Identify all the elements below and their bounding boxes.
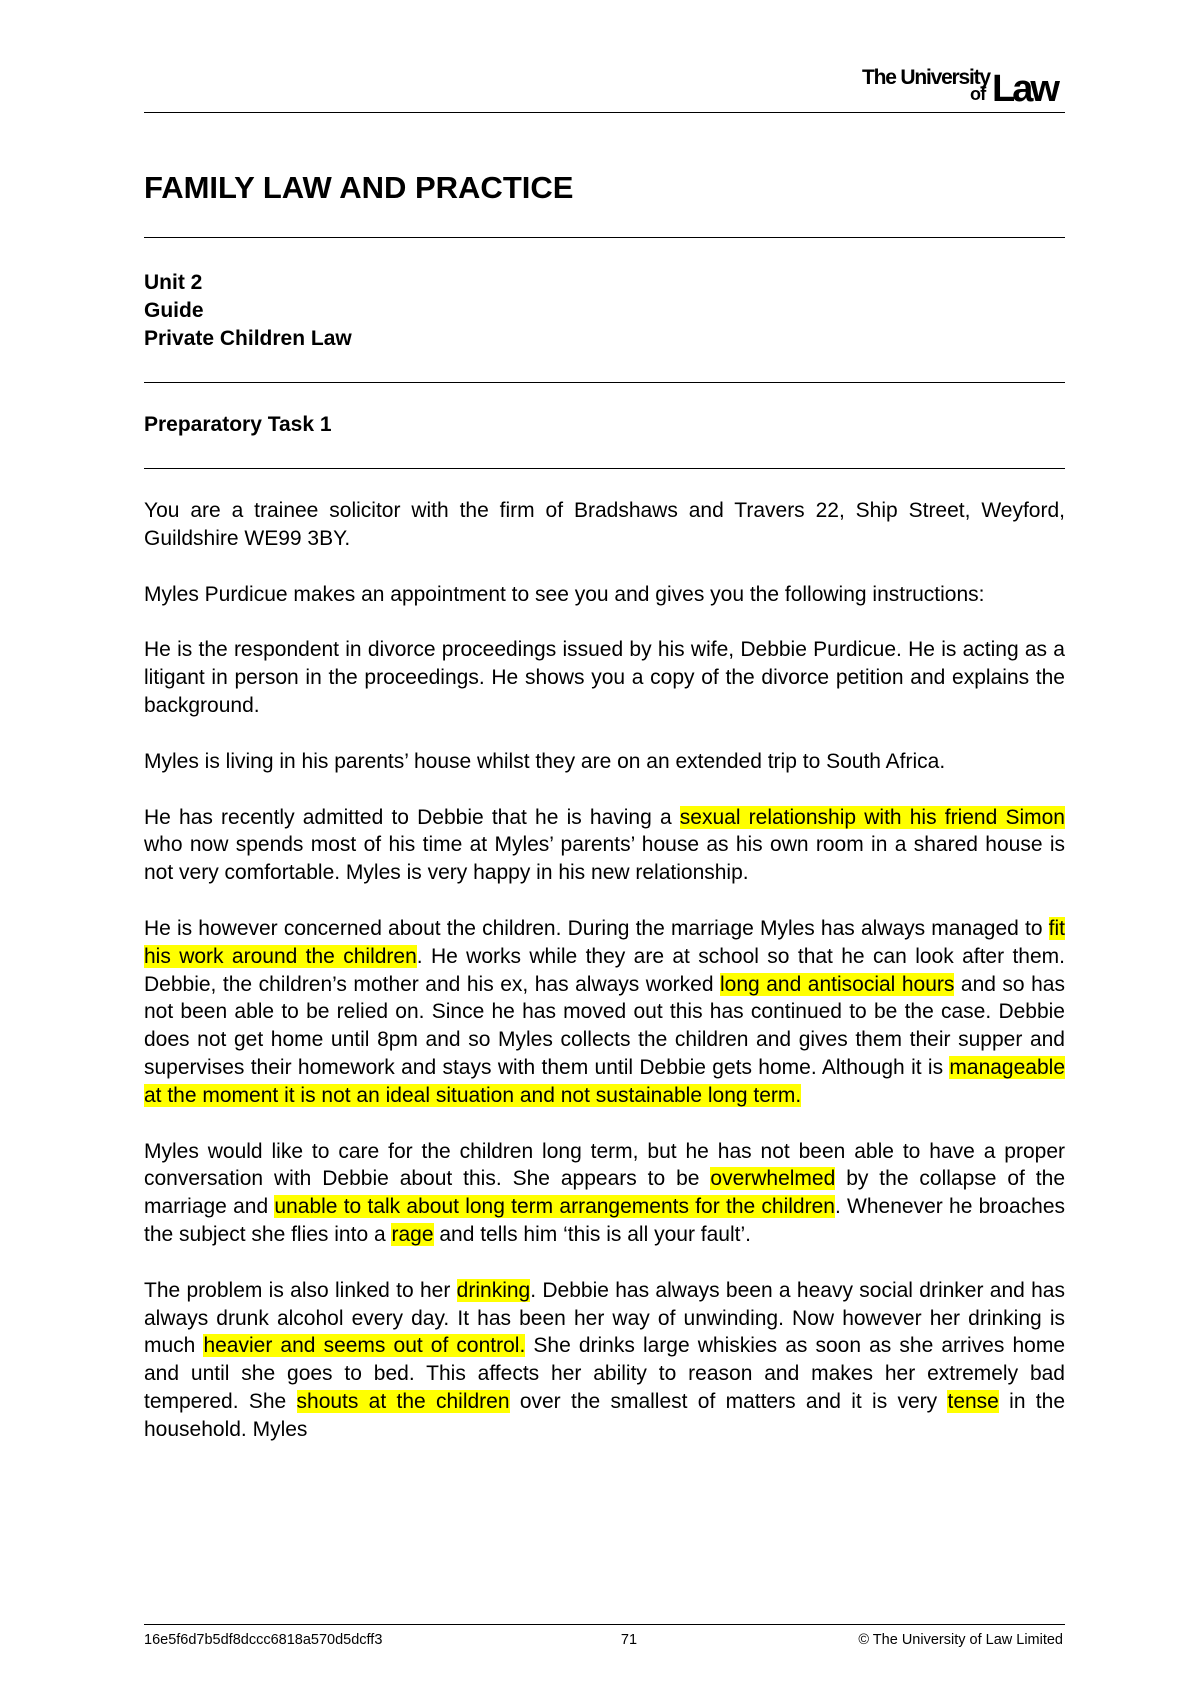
task-title: Preparatory Task 1	[144, 413, 332, 436]
body-paragraph	[144, 915, 1065, 1110]
footer-rule	[144, 1624, 1065, 1625]
body-text	[144, 497, 1065, 1472]
logo-line-1: The University	[862, 66, 990, 89]
text-segment: and tells him ‘this is all your fault’.	[433, 1222, 751, 1246]
text-segment: and so has not been able to be relied on. Since he has moved out this has continued to be the case. Debbie does not get home until 8pm and so Myles collects the children and gives them their supper and supervises their homework and stays with them until Debbie gets home. Although it is	[144, 972, 1065, 1079]
footer-copyright: © The University of Law Limited	[858, 1632, 1063, 1648]
title-rule	[144, 237, 1065, 238]
text-segment: by the collapse of the marriage and	[144, 1167, 1065, 1219]
unit-rule	[144, 382, 1065, 383]
text-segment: He is the respondent in divorce proceedings issued by his wife, Debbie Purdicue. He is acting as a litigant in person in the proceedings. He shows you a copy of the divorce petition and explains the background.	[144, 638, 1065, 717]
header-rule	[144, 112, 1065, 113]
text-segment: She drinks large whiskies as soon as she arrives home and until she goes to bed. This affects her ability to reason and makes her extremely bad tempered. She	[144, 1334, 1065, 1413]
body-paragraph	[144, 636, 1065, 719]
logo-line-3: Law	[992, 68, 1057, 110]
text-segment: . Debbie has always been a heavy social drinker and has always drunk alcohol every day. It has been her way of unwinding. Now however her drinking is much	[144, 1278, 1065, 1358]
highlighted-text: rage	[391, 1222, 434, 1246]
highlighted-text: sexual relationship with his friend Simon	[679, 805, 1065, 829]
text-segment: The problem is also linked to her	[144, 1278, 457, 1302]
unit-topic: Private Children Law	[144, 327, 352, 350]
university-logo	[850, 64, 1066, 108]
logo-line-2: of	[970, 84, 986, 104]
highlighted-text: manageable at the moment it is not an ideal situation and not sustainable long term.	[144, 1055, 1065, 1107]
text-segment: in the household. Myles	[144, 1389, 1065, 1441]
text-segment: Myles is living in his parents’ house whilst they are on an extended trip to South Africa.	[144, 749, 946, 773]
footer-doc-id: 16e5f6d7b5df8dccc6818a570d5dcff3	[144, 1632, 383, 1648]
unit-guide: Guide	[144, 299, 204, 322]
highlighted-text: long and antisocial hours	[720, 972, 955, 996]
highlighted-text: heavier and seems out of control.	[203, 1334, 526, 1358]
body-paragraph	[144, 748, 1065, 776]
highlighted-text: shouts at the children	[296, 1389, 510, 1413]
highlighted-text: fit his work around the children	[144, 916, 1065, 968]
text-segment: . He works while they are at school so that he can look after them. Debbie, the children’s mother and his ex, has always worked	[144, 944, 1065, 996]
body-paragraph	[144, 804, 1065, 887]
unit-number: Unit 2	[144, 271, 203, 294]
document-title: FAMILY LAW AND PRACTICE	[144, 170, 574, 205]
footer-page-number: 71	[620, 1632, 638, 1648]
highlighted-text: unable to talk about long term arrangements for the children	[274, 1195, 835, 1219]
text-segment: He is however concerned about the children. During the marriage Myles has always managed to	[144, 916, 1049, 940]
text-segment: who now spends most of his time at Myles’ parents’ house as his own room in a shared house is not very comfortable. Myles is very happy in his new relationship.	[144, 833, 1065, 885]
highlighted-text: tense	[947, 1389, 999, 1413]
body-paragraph	[144, 1277, 1065, 1444]
body-paragraph	[144, 1138, 1065, 1249]
task-rule	[144, 468, 1065, 469]
text-segment: He has recently admitted to Debbie that he is having a	[144, 805, 680, 829]
text-segment: . Whenever he broaches the subject she flies into a	[144, 1195, 1066, 1246]
highlighted-text: overwhelmed	[710, 1167, 836, 1191]
text-segment: You are a trainee solicitor with the firm of Bradshaws and Travers 22, Ship Street, Weyford, Guildshire WE99 3BY.	[144, 499, 1065, 550]
unit-block	[144, 269, 352, 353]
text-segment: Myles Purdicue makes an appointment to see you and gives you the following instructions:	[144, 582, 985, 606]
highlighted-text: drinking	[456, 1278, 531, 1302]
body-paragraph	[144, 581, 1065, 609]
text-segment: Myles would like to care for the children long term, but he has not been able to have a proper conversation with Debbie about this. She appears to be	[144, 1139, 1065, 1191]
body-paragraph	[144, 497, 1065, 553]
text-segment: over the smallest of matters and it is very	[509, 1389, 948, 1413]
